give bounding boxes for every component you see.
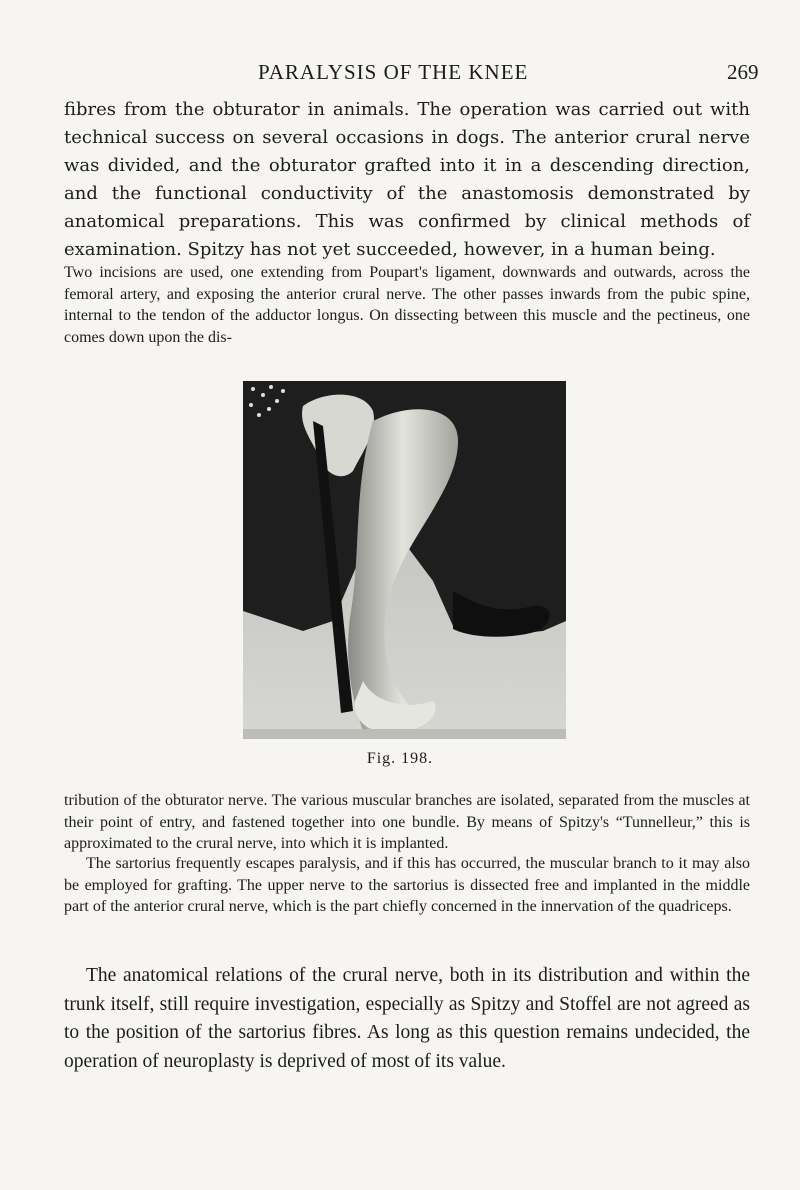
- body-paragraph-2: The anatomical relations of the crural nerve, both in its distribution and within the trunk itself, still require investigation, especially as Spitzy and Stoffel are not agreed as to the position of the sartorius fibres. As long as this question remains undecided, the operation of neuroplasty is deprived of most of its value.: [64, 965, 750, 1072]
- small-print-paragraph-2: tribution of the obturator nerve. The various muscular branches are isolated, separated from the muscles at their point of entry, and fastened together into one bundle. By means of Spitzy's “Tunnelleur,” this is approximated to the crural nerve, into which it is implanted.: [64, 792, 750, 852]
- body-paragraph-1: fibres from the obturator in animals. The operation was carried out with technical success on several occasions in dogs. The anterior crural nerve was divided, and the obturator grafted into it in a descending direction, and the functional conductivity of the anastomosis demonstrated by anatomical preparations. This was confirmed by clinical methods of examination. Spitzy has not yet succeeded, however, in a human being.: [64, 99, 750, 260]
- page-number: 269: [727, 60, 759, 84]
- figure-caption: Fig. 198.: [366, 750, 434, 767]
- small-print-paragraph-1: Two incisions are used, one extending from Poupart's ligament, downwards and outwards, across the femoral artery, and exposing the anterior crural nerve. The other passes inwards from the pubic spine, internal to the tendon of the adductor longus. On dissecting between this muscle and the pectineus, one comes down upon the dis-: [64, 264, 750, 346]
- running-title: PARALYSIS OF THE KNEE: [258, 60, 529, 84]
- page-header: [0, 60, 800, 90]
- figure-photograph: [243, 381, 566, 739]
- leg-photograph-illustration: [243, 381, 566, 739]
- small-print-paragraph-3: The sartorius frequently escapes paralysis, and if this has occurred, the muscular branch to it may also be employed for grafting. The upper nerve to the sartorius is dissected free and implanted in the middle part of the anterior crural nerve, which is the part chiefly concerned in the innervation of the quadriceps.: [64, 855, 750, 915]
